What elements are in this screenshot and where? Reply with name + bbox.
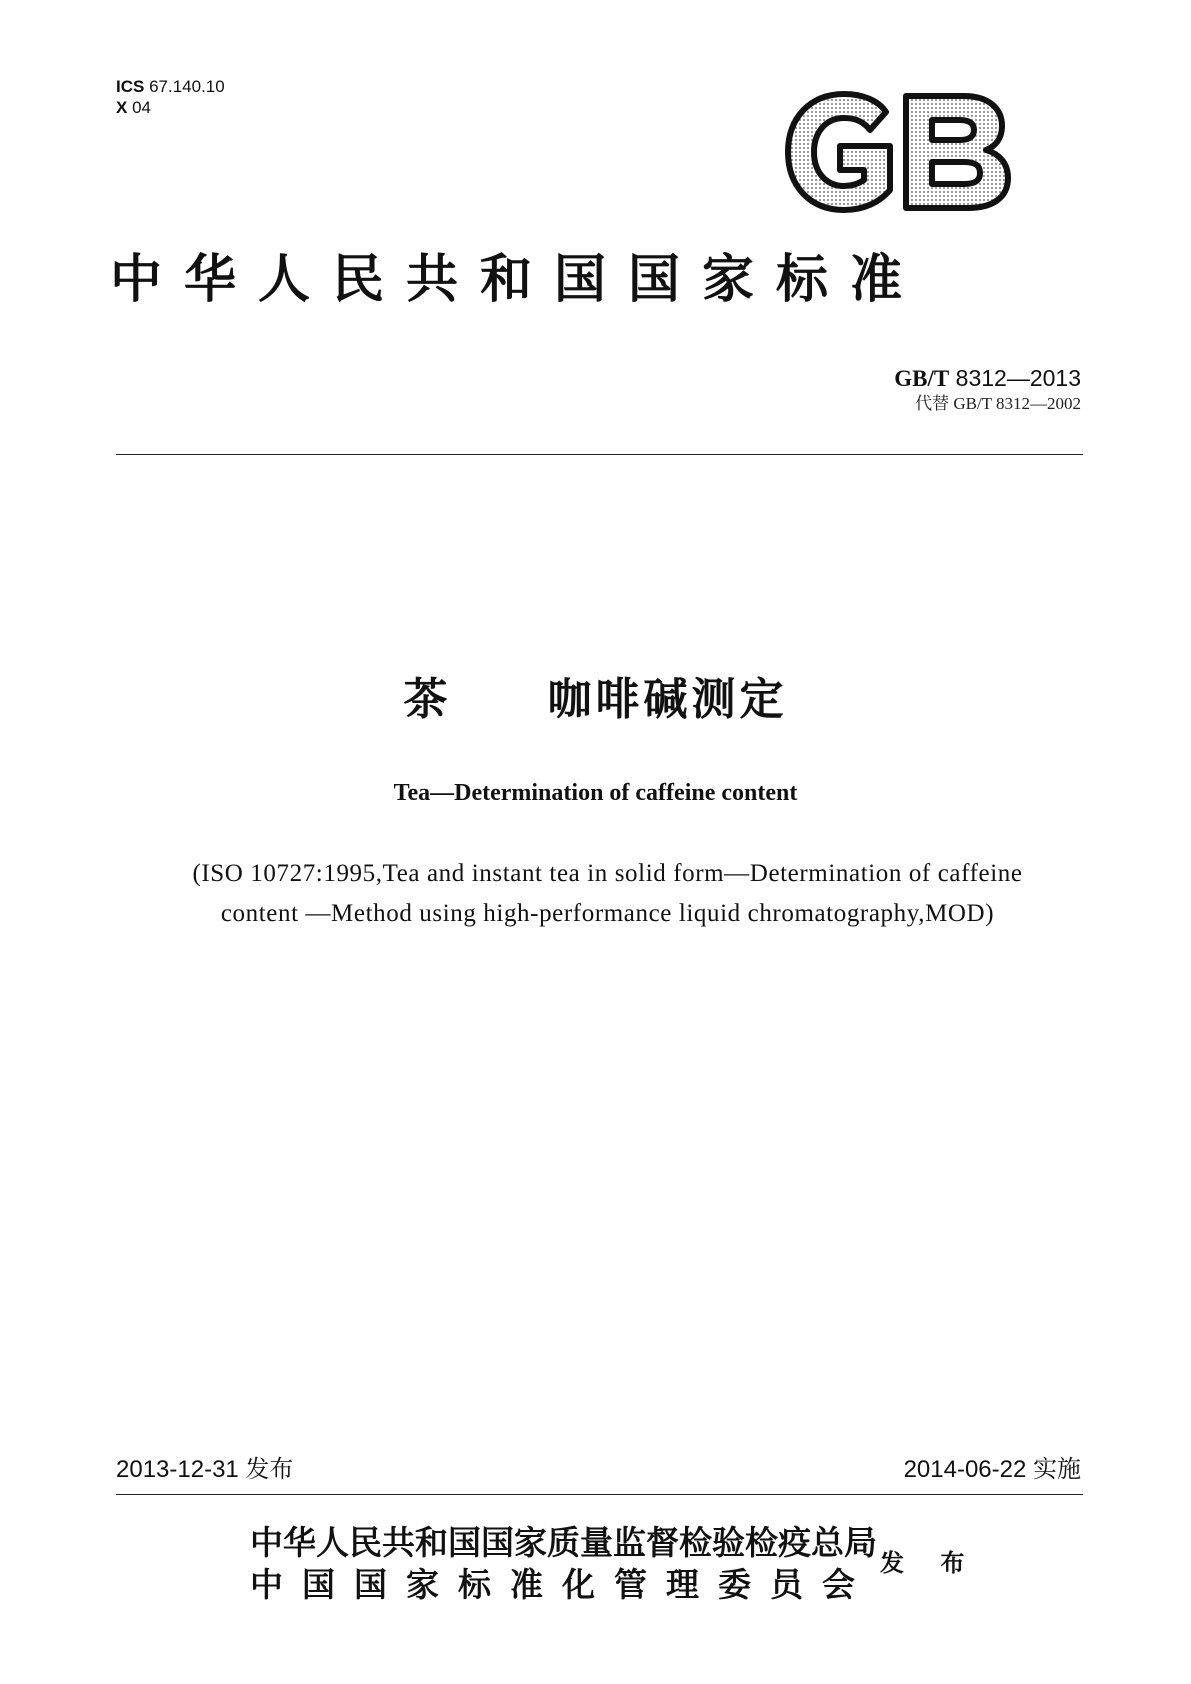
ics-value: 67.140.10 [149, 77, 225, 96]
issuer-sac: 中国国家标准化管理委员会 [250, 1565, 874, 1604]
issuer-aqsiq: 中华人民共和国国家质量监督检验检疫总局 [250, 1523, 877, 1562]
chinese-title: 茶 咖啡碱测定 [403, 674, 788, 725]
issuing-authorities [250, 1522, 877, 1606]
class-label: X [116, 98, 128, 117]
iso-reference-line-1: (ISO 10727:1995,Tea and instant tea in solid form—Determination of caffeine [192, 860, 1023, 887]
implementation-date: 2014-06-22 实施 [903, 1456, 1081, 1483]
gb-logo [782, 90, 1012, 214]
footer-divider [116, 1494, 1083, 1495]
iso-reference-line-2: content —Method using high-performance liquid chromatography,MOD) [220, 900, 995, 927]
standard-number [894, 364, 1081, 393]
classification-codes [116, 76, 225, 118]
class-code [116, 97, 225, 118]
ics-code [116, 76, 225, 97]
national-standard-heading: 中华人民共和国国家标准 [110, 250, 925, 310]
standard-number-block [894, 364, 1081, 415]
gb-logo-icon [782, 90, 1012, 214]
header-divider [116, 454, 1083, 455]
iso-reference [130, 854, 1085, 934]
issue-date: 2013-12-31 发布 [116, 1456, 294, 1483]
standard-prefix: GB/T [894, 366, 950, 391]
standard-number-value: 8312—2013 [955, 365, 1081, 391]
ics-label: ICS [116, 77, 145, 96]
replaces-standard: 代替 GB/T 8312—2002 [915, 394, 1081, 413]
english-title: Tea—Determination of caffeine content [393, 780, 798, 806]
issue-word: 发 布 [880, 1549, 979, 1577]
class-value: 04 [132, 98, 151, 117]
